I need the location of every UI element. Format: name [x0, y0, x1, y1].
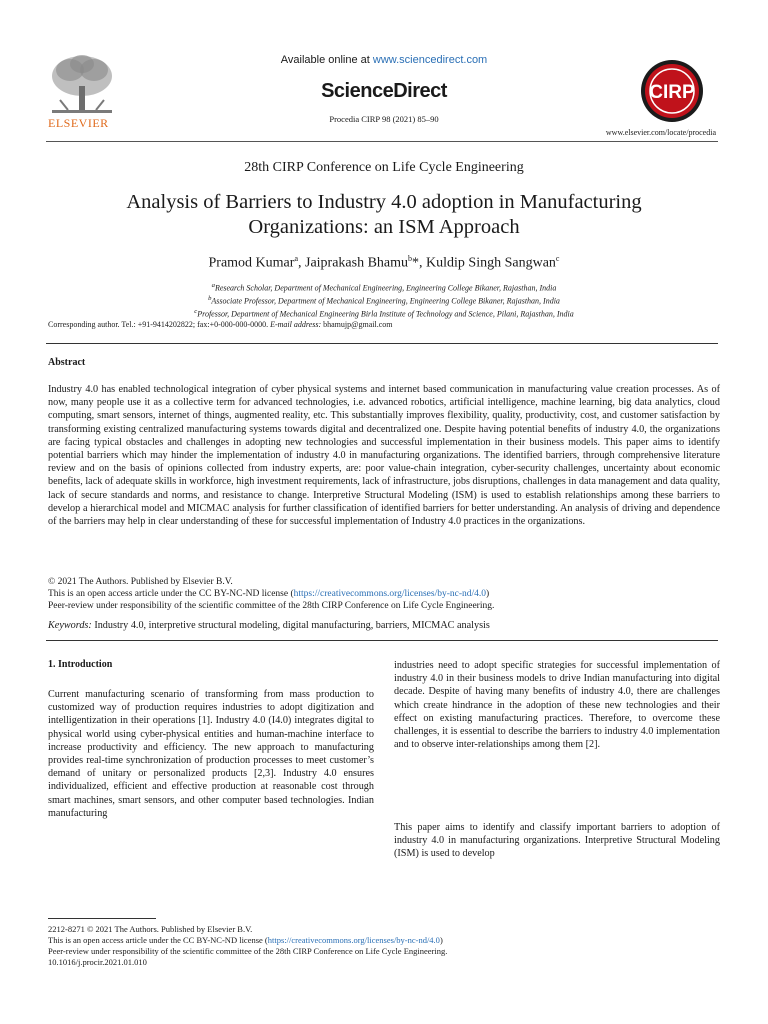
footer-doi[interactable]: 10.1016/j.procir.2021.01.010 [48, 957, 147, 967]
copyright-line: © 2021 The Authors. Published by Elsevier B.V. [48, 577, 233, 587]
abstract-top-divider [46, 343, 718, 344]
affiliation-b: $^b$Associate Professor, Department of Mechanical Engineering, Engineering College Bikaner, Rajasthan, India [208, 295, 560, 306]
footer-license: This is an open access article under the CC BY-NC-ND license (https://creativecommons.org/licenses/by-nc-nd/4.0) [48, 935, 443, 945]
affiliation-c: $^c$Professor, Department of Mechanical Engineering Birla Institute of Technology and Science, Pilani, Rajasthan, India [194, 308, 574, 319]
journal-homepage[interactable]: www.elsevier.com/locate/procedia [605, 128, 716, 137]
corresponding-author: Corresponding author. Tel.: +91-9414202822; fax:+0-000-000-0000. E-mail address: bhamujp@gmail.com [48, 320, 393, 329]
cirp-logo-text: CIRP [649, 82, 695, 103]
intro-right-paragraph-2: This paper aims to identify and classify important barriers to adoption of industry 4.0 in manufacturing organizations. Interpretive Structural Modeling (ISM) is used to develop [394, 822, 720, 860]
brand-title: ScienceDirect [321, 80, 447, 102]
footer-license-link[interactable]: https://creativecommons.org/licenses/by-nc-nd/4.0 [267, 935, 440, 945]
author-email[interactable]: bhamujp@gmail.com [321, 320, 393, 329]
abstract-body: Industry 4.0 has enabled technological integration of cyber physical systems and internet based communication in manufacturing value creation processes. As of now, many people use it as a collective term for advanced technologies, i.e. advanced robotics, artificial intelligence, machine learning, big data analytics, cloud computing, smart sensors, internet of things, augmented reality, etc. This substantially improves flexibility, quality, productivity, cost, and customer satisfaction by transforming existing centralized manufacturing systems towards digital and decentralized one. Despite having potential benefits of industry 4.0, the organizations are facing typical obstacles and challenges in adopting new technologies and successful implementation in their business models. This paper aims to identify potential barriers which may hinder the implementation of industry 4.0 in manufacturing organizations. The identified barriers, through comprehensive literature review and on the basis of opinions collected from industry experts, are: poor value-chain integration, cyber-security challenges, uncertainty about economic benefits, lack of adequate skills in workforce, high investment requirements, lack of infrastructure, jobs disruptions, challenges in data management and data quality, lack of secure standards and norms, and resistance to change. Interpretive Structural Modeling (ISM) is used to establish relationships among these barriers to develop a hierarchical model and MICMAC analysis for further classification of identified barriers for better understanding. An analysis of driving and dependence of the barriers may help in clear understanding of these for successful implementation of Industry 4.0 practices in the organizations. [48, 384, 720, 528]
conference-name: 28th CIRP Conference on Life Cycle Engineering [244, 160, 524, 175]
footer-divider [48, 918, 156, 919]
intro-left-paragraph: Current manufacturing scenario of transforming from mass production to customized way of production requires industries to adopt digitization and intelligentization in their operations [1]. Industry 4.0 (I4.0) integrates digital to physical world using cyber-physical entities and human-machine interface to increase productivity and efficiency. The new approach to manufacturing provides real-time synchronization of production processes to meet customer’s demand of unitary or personalized products [2,3]. Industry 4.0 ensures individualized, efficient and effective production at reasonable cost through smart machines, smart sensors, and other computer based technologies. Indian manufacturing [48, 689, 374, 819]
license-line: This is an open access article under the CC BY-NC-ND license (https://creativecommons.org/licenses/by-nc-nd/4.0) [48, 589, 490, 599]
footer-peer-review: Peer-review under responsibility of the scientific committee of the 28th CIRP Conference on Life Cycle Engineering. [48, 946, 448, 956]
available-online: Available online at www.sciencedirect.com [280, 54, 488, 66]
peer-review-line: Peer-review under responsibility of the scientific committee of the 28th CIRP Conference on Life Cycle Engineering. [48, 601, 495, 611]
author-list: Pramod Kumar$^a$, Jaiprakash Bhamu$^b$*, Kuldip Singh Sangwan$^c$ [208, 254, 560, 271]
journal-reference: Procedia CIRP 98 (2021) 85–90 [329, 114, 439, 124]
intro-right-paragraph-1: industries need to adopt specific strategies for successful implementation of industry 4.0 in their business models to drive Indian manufacturing into digital decade. Despite of having many benefits of industry 4.0, there are challenges which create hindrance in the adoption of these new technologies and their effect on existing manufacturing practices. Therefore, to overcome these challenges, it is essential to describe the barriers to industry 4.0 implementation and to observe inter-relationships among them [2]. [394, 660, 720, 751]
abstract-bottom-divider [46, 640, 718, 641]
section-heading-introduction: 1. Introduction [48, 659, 113, 670]
keywords: Keywords: Industry 4.0, interpretive structural modeling, digital manufacturing, barriers, MICMAC analysis [48, 620, 490, 631]
footer-issn: 2212-8271 © 2021 The Authors. Published by Elsevier B.V. [48, 924, 253, 934]
affiliation-a: $^a$Research Scholar, Department of Mechanical Engineering, Engineering College Bikaner, Rajasthan, India [211, 282, 557, 293]
publisher-name: ELSEVIER [48, 116, 109, 130]
license-link[interactable]: https://creativecommons.org/licenses/by-nc-nd/4.0 [293, 589, 487, 599]
header-divider [46, 141, 718, 142]
abstract-heading: Abstract [48, 357, 86, 368]
sciencedirect-link[interactable]: www.sciencedirect.com [372, 54, 488, 66]
paper-title: Analysis of Barriers to Industry 4.0 adoption in Manufacturing Organizations: an ISM Approach [126, 191, 642, 238]
cirp-logo [630, 58, 714, 124]
